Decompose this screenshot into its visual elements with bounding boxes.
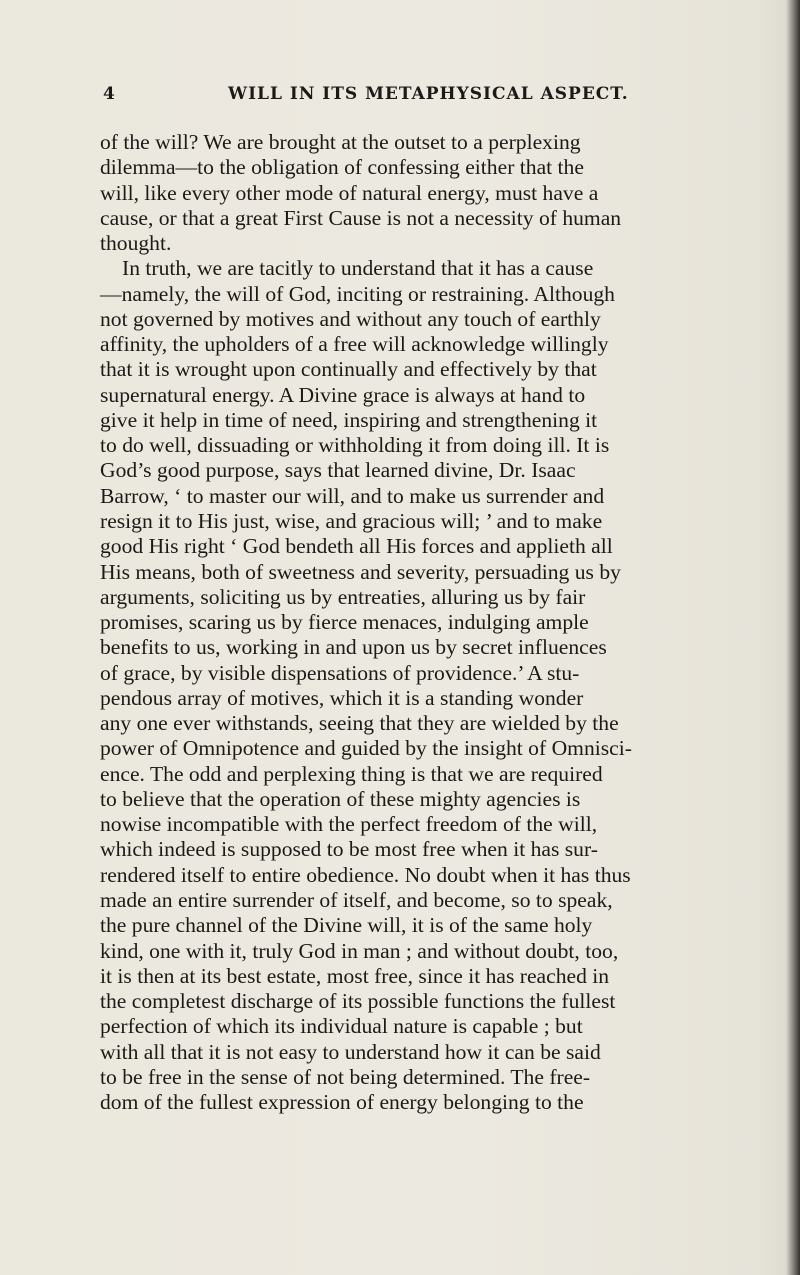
text-line: to believe that the operation of these mighty agencies is <box>100 786 581 811</box>
text-line: the pure channel of the Divine will, it is of the same holy <box>100 913 593 938</box>
text-line: any one ever withstands, seeing that they are wielded by the <box>100 711 619 736</box>
text-line: benefits to us, working in and upon us by secret influences <box>100 635 607 660</box>
text-line: pendous array of motives, which it is a standing wonder <box>100 685 584 710</box>
text-line: power of Omnipotence and guided by the insight of Omnisci- <box>100 736 632 761</box>
text-line: with all that it is not easy to understand how it can be said <box>100 1039 601 1064</box>
text-line: dilemma—to the obligation of confessing either that the <box>100 155 584 180</box>
text-line: which indeed is supposed to be most free when it has sur- <box>100 837 598 862</box>
text-line: resign it to His just, wise, and gracious will; ’ and to make <box>100 508 603 533</box>
text-line: perfection of which its individual nature is capable ; but <box>100 1014 583 1039</box>
text-line: supernatural energy. A Divine grace is always at hand to <box>100 382 586 407</box>
text-line: to be free in the sense of not being determined. The free- <box>100 1064 591 1089</box>
page-edge-shadow <box>786 0 800 1275</box>
text-line: In truth, we are tacitly to understand that it has a cause <box>122 256 594 281</box>
text-line: to do well, dissuading or withholding it from doing ill. It is <box>100 433 610 458</box>
text-line: give it help in time of need, inspiring and strengthening it <box>100 407 598 432</box>
text-line: ence. The odd and perplexing thing is that we are required <box>100 761 603 786</box>
text-line: thought. <box>100 231 172 256</box>
text-line: nowise incompatible with the perfect freedom of the will, <box>100 812 598 837</box>
text-line: of grace, by visible dispensations of providence.’ A stu- <box>100 660 580 685</box>
text-line: made an entire surrender of itself, and become, so to speak, <box>100 887 613 912</box>
text-line: cause, or that a great First Cause is not a necessity of human <box>100 205 622 230</box>
text-line: God’s good purpose, says that learned divine, Dr. Isaac <box>100 458 576 483</box>
text-line: promises, scaring us by fierce menaces, indulging ample <box>100 610 589 635</box>
text-line: rendered itself to entire obedience. No doubt when it has thus <box>100 862 631 887</box>
text-line: good His right ‘ God bendeth all His forces and applieth all <box>100 534 613 559</box>
body-text <box>100 130 780 1115</box>
running-title: WILL IN ITS METAPHYSICAL ASPECT. <box>228 84 629 104</box>
page-number: 4 <box>103 84 116 104</box>
text-line: Barrow, ‘ to master our will, and to make us surrender and <box>100 483 605 508</box>
page-header <box>103 84 763 112</box>
text-line: of the will? We are brought at the outset to a perplexing <box>100 130 581 154</box>
text-line: arguments, soliciting us by entreaties, alluring us by fair <box>100 584 586 609</box>
text-line: will, like every other mode of natural energy, must have a <box>100 180 599 205</box>
text-line: the completest discharge of its possible functions the fullest <box>100 989 616 1014</box>
text-line: His means, both of sweetness and severity, persuading us by <box>100 559 621 584</box>
text-line: dom of the fullest expression of energy belonging to the <box>100 1090 584 1115</box>
text-line: kind, one with it, truly God in man ; and without doubt, too, <box>100 938 619 963</box>
text-line: it is then at its best estate, most free, since it has reached in <box>100 963 610 988</box>
text-line: affinity, the upholders of a free will acknowledge willingly <box>100 332 609 357</box>
text-line: not governed by motives and without any touch of earthly <box>100 306 601 331</box>
text-line: —namely, the will of God, inciting or restraining. Although <box>100 281 615 306</box>
text-line: that it is wrought upon continually and effectively by that <box>100 357 597 382</box>
